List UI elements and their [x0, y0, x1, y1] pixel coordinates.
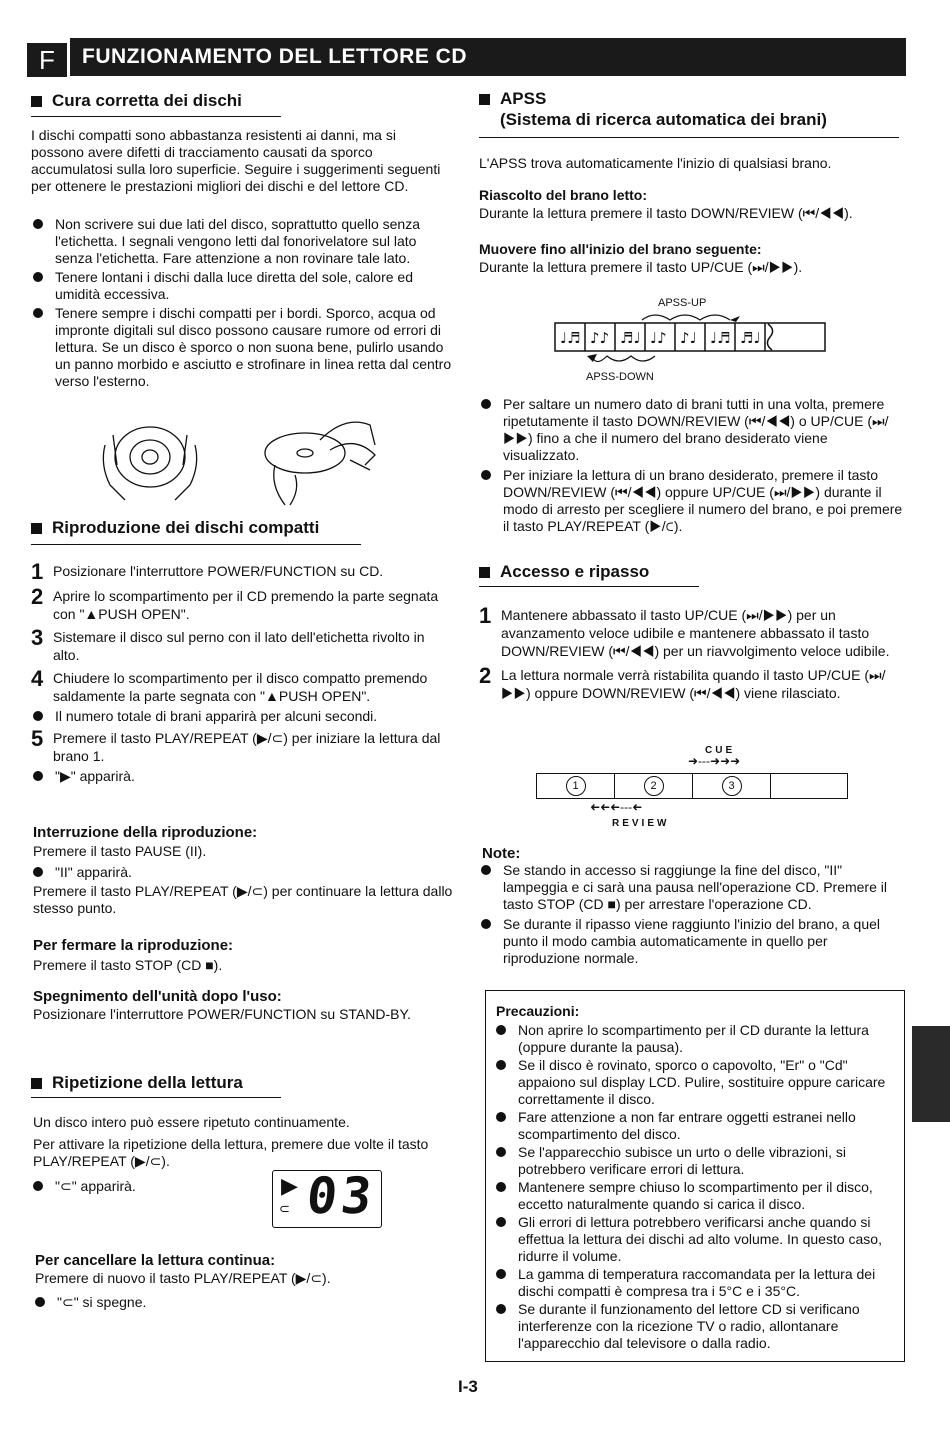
list-item [494, 1266, 894, 1300]
precauzioni-title: Precauzioni: [496, 1003, 580, 1019]
step-text: Sistemare il disco sul perno con il lato dell'etichetta rivolto in alto. [53, 629, 425, 663]
square-bullet-icon [31, 1078, 42, 1089]
list-item [479, 396, 907, 464]
step-item [31, 726, 453, 765]
page-title: FUNZIONAMENTO DEL LETTORE CD [70, 38, 906, 76]
section-accesso-heading [479, 562, 649, 582]
apss-text-2: Durante la lettura premere il tasto UP/CUE (⏭/▶▶). [479, 259, 803, 275]
track-number-display: 03 [303, 1167, 379, 1225]
section-letter-badge: F [27, 43, 67, 77]
step-text: Posizionare l'interruttore POWER/FUNCTION su CD. [53, 563, 384, 579]
list-item-text: "⊂" apparirà. [55, 1178, 136, 1194]
cancellare-text: Premere di nuovo il tasto PLAY/REPEAT (▶/⊂). [35, 1270, 331, 1286]
list-item-text: Tenere lontani i dischi dalla luce diretta del sole, calore ed umidità eccessiva. [55, 269, 413, 302]
track-number: 1 [566, 776, 586, 796]
apss-down-label: APSS-DOWN [586, 371, 654, 383]
list-item [33, 1294, 146, 1311]
bullet-icon [481, 919, 491, 929]
list-item-text: Se il disco è rovinato, sporco o capovolto, "Er" o "Cd" appaiono sul display LCD. Pulire, sostituire oppure caricare correttamente il disco. [518, 1057, 886, 1107]
bullet-icon [496, 1269, 506, 1279]
svg-text:♪♩: ♪♩ [680, 329, 697, 347]
list-item-text: Se durante il ripasso viene raggiunto l'inizio del brano, a quel punto il modo cambia automaticamente in quello per riproduzione normale. [503, 916, 881, 966]
list-item [494, 1144, 894, 1178]
list-item-text: "▶" apparirà. [55, 768, 135, 784]
note-bullets [479, 862, 907, 967]
step-text: Premere il tasto PLAY/REPEAT (▶/⊂) per iniziare la lettura dal brano 1. [53, 730, 441, 764]
subheading-interruzione: Interruzione della riproduzione: [33, 824, 258, 841]
section-apss-subtitle: (Sistema di ricerca automatica dei brani) [500, 110, 827, 129]
spegnimento-text: Posizionare l'interruttore POWER/FUNCTION su STAND-BY. [33, 1006, 411, 1022]
bullet-icon [496, 1217, 506, 1227]
apss-intro: L'APSS trova automaticamente l'inizio di qualsiasi brano. [479, 155, 832, 171]
bullet-icon [496, 1112, 506, 1122]
svg-text:♩♬: ♩♬ [560, 329, 581, 347]
list-item-text: Per saltare un numero dato di brani tutti in una volta, premere ripetutamente il tasto DOWN/REVIEW (⏮/◀◀) o UP/CUE (⏭/▶▶) fino a che il numero del brano desiderato viene visualizzato. [503, 396, 889, 463]
list-item-text: Gli errori di lettura potrebbero verificarsi anche quando si effettua la lettura dei dischi ad alto volume. In questo caso, ridurre il volume. [518, 1214, 882, 1264]
precauzioni-box [485, 990, 905, 1362]
divider [31, 1097, 281, 1098]
step-number: 2 [479, 663, 492, 688]
list-item-text: Fare attenzione a non far entrare oggetti estranei nello scompartimento del disco. [518, 1109, 856, 1142]
track-cell [537, 774, 615, 798]
step-item [479, 663, 907, 702]
list-item [479, 862, 907, 913]
list-item-text: Per iniziare la lettura di un brano desiderato, premere il tasto DOWN/REVIEW (⏮/◀◀) oppure UP/CUE (⏭/▶▶) durante il modo di arresto per scegliere il numero del brano, e poi premere il tasto PLAY/REPEAT (▶/⊂). [503, 467, 903, 534]
review-arrows-icon: ➜‐‐‐➜➜➜ [590, 800, 643, 814]
bullet-icon [33, 272, 43, 282]
track-cell [693, 774, 771, 798]
bullet-icon [33, 308, 43, 318]
track-number: 2 [644, 776, 664, 796]
play-icon: ▶ [281, 1173, 298, 1198]
list-item [31, 305, 453, 390]
apss-track-strip [554, 322, 826, 352]
list-item [31, 269, 453, 303]
svg-text:♬♩: ♬♩ [740, 329, 761, 347]
step-item [31, 625, 453, 664]
list-item-text: Il numero totale di brani apparirà per alcuni secondi. [55, 708, 378, 724]
review-label: REVIEW [612, 818, 670, 829]
page-number: I-3 [458, 1377, 478, 1396]
divider [479, 586, 699, 587]
subheading-spegnimento: Spegnimento dell'unità dopo l'uso: [33, 988, 282, 1005]
list-item [494, 1179, 894, 1213]
list-item [479, 916, 907, 967]
bullet-icon [481, 399, 491, 409]
step-item [31, 666, 453, 705]
list-item [31, 708, 453, 725]
ripetizione-text-2: Per attivare la ripetizione della lettura, premere due volte il tasto PLAY/REPEAT (▶/⊂). [33, 1136, 429, 1169]
bullet-icon [496, 1304, 506, 1314]
edge-tab-marker [912, 1026, 950, 1122]
step-number: 5 [31, 726, 44, 751]
section-riproduzione-heading [31, 518, 319, 538]
apss-subheading-1: Riascolto del brano letto: [479, 187, 648, 203]
square-bullet-icon [31, 96, 42, 107]
section-cura-title: Cura corretta dei dischi [52, 91, 242, 110]
apss-subheading-2: Muovere fino all'inizio del brano seguente: [479, 241, 762, 257]
step-item [479, 603, 907, 660]
section-accesso-title: Accesso e ripasso [500, 562, 650, 581]
apss-down-arrow-icon [585, 352, 665, 366]
apss-up-label: APSS-UP [658, 297, 707, 309]
section-apss-title: APSS [500, 89, 547, 108]
cura-intro: I dischi compatti sono abbastanza resistenti ai danni, ma si possono avere difetti di tracciamento causati da sporco accumulatosi sulla loro superficie. Seguire i suggerimenti seguenti per ottenere le prestazioni migliori dei dischi e del lettore CD. [31, 127, 441, 194]
bullet-icon [33, 1181, 43, 1191]
section-ripetizione-title: Ripetizione della lettura [52, 1073, 243, 1092]
section-riproduzione-title: Riproduzione dei dischi compatti [52, 518, 320, 537]
list-item [31, 1178, 136, 1195]
riproduzione-steps [31, 559, 453, 785]
list-item [31, 216, 453, 267]
step-number: 4 [31, 666, 44, 691]
step-number: 2 [31, 584, 44, 609]
divider [31, 544, 361, 545]
list-item-text: "II" apparirà. [55, 864, 132, 880]
bullet-icon [496, 1182, 506, 1192]
bullet-icon [496, 1025, 506, 1035]
list-item-text: Non scrivere sui due lati del disco, soprattutto quello senza l'etichetta. I segnali vengono letti dal fonorivelatore sul lato senza l'etichetta. Fare attenzione a non rovinare tale lato. [55, 216, 420, 266]
list-item [494, 1057, 894, 1108]
lcd-display [272, 1167, 382, 1228]
list-item [494, 1022, 894, 1056]
svg-text:♬♩: ♬♩ [620, 329, 641, 347]
step-number: 3 [31, 625, 44, 650]
disc-handling-illustration [95, 405, 385, 510]
step-text: La lettura normale verrà ristabilita quando il tasto UP/CUE (⏭/▶▶) oppure DOWN/REVIEW (⏮/◀◀) viene rilasciato. [501, 667, 886, 701]
cue-arrows-icon: ➜‐‐‐➜➜➜ [688, 754, 741, 768]
list-item-text: Se durante il funzionamento del lettore CD si verificano interferenze con la ricezione TV o radio, allontanare l'apparecchio dal televisore o dalla radio. [518, 1301, 860, 1351]
bullet-icon [33, 867, 43, 877]
ripetizione-text-1: Un disco intero può essere ripetuto continuamente. [33, 1114, 350, 1130]
cue-review-track-strip [536, 773, 848, 799]
list-item-text: "⊂" si spegne. [57, 1294, 147, 1310]
step-item [31, 584, 453, 623]
apss-text-1: Durante la lettura premere il tasto DOWN/REVIEW (⏮/◀◀). [479, 205, 853, 221]
bullet-icon [481, 470, 491, 480]
list-item [494, 1214, 894, 1265]
step-text: Mantenere abbassato il tasto UP/CUE (⏭/▶▶) per un avanzamento veloce udibile e mantenere abbassato il tasto DOWN/REVIEW (⏮/◀◀) per un riavvolgimento veloce udibile. [501, 607, 890, 659]
subheading-cancellare: Per cancellare la lettura continua: [35, 1252, 276, 1269]
list-item-text: Mantenere sempre chiuso lo scompartimento per il disco, eccetto naturalmente quando si carica il disco. [518, 1179, 873, 1212]
accesso-steps [479, 603, 907, 702]
svg-text:♩♪: ♩♪ [650, 329, 667, 347]
apss-bullets [479, 396, 907, 535]
svg-text:♪♪: ♪♪ [590, 329, 610, 347]
bullet-icon [33, 711, 43, 721]
list-item [31, 768, 453, 785]
interruzione-text: Premere il tasto PAUSE (II). [33, 843, 207, 859]
bullet-icon [35, 1297, 45, 1307]
bullet-icon [33, 771, 43, 781]
list-item-text: Se stando in accesso si raggiunge la fine del disco, "II" lampeggia e ci sarà una pausa nell'operazione CD. Premere il tasto STOP (CD ■) per arrestare l'operazione CD. [503, 862, 887, 912]
fermare-text: Premere il tasto STOP (CD ■). [33, 957, 223, 973]
list-item [479, 467, 907, 535]
step-number: 1 [31, 559, 44, 584]
list-item-text: La gamma di temperatura raccomandata per la lettura dei dischi compatti è compresa tra i 5°C e i 35°C. [518, 1266, 876, 1299]
interruzione-text-2: Premere il tasto PLAY/REPEAT (▶/⊂) per continuare la lettura dallo stesso punto. [33, 883, 453, 916]
step-item [31, 559, 453, 584]
list-item [494, 1109, 894, 1143]
list-item [494, 1301, 894, 1352]
square-bullet-icon [479, 94, 490, 105]
section-apss-heading [479, 89, 546, 109]
track-number: 3 [722, 776, 742, 796]
list-item-text: Se l'apparecchio subisce un urto o delle vibrazioni, si potrebbero verificare errori di lettura. [518, 1144, 846, 1177]
list-item-text: Non aprire lo scompartimento per il CD durante la lettura (oppure durante la pausa). [518, 1022, 869, 1055]
bullet-icon [496, 1060, 506, 1070]
list-item-text: Tenere sempre i dischi compatti per i bordi. Sporco, acqua od impronte digitali sul disco possono causare rumore od errori di lettura. Se un disco è sporco o non suona bene, pulirlo usando un panno morbido e asciutto e strofinare in linea retta dal centro verso l'esterno. [55, 305, 452, 389]
svg-text:♩♬: ♩♬ [710, 329, 731, 347]
bullet-icon [481, 865, 491, 875]
cue-label: CUE [705, 745, 736, 756]
cura-bullets [31, 216, 453, 390]
bullet-icon [33, 219, 43, 229]
section-ripetizione-heading [31, 1073, 243, 1093]
step-number: 1 [479, 603, 492, 628]
note-title: Note: [482, 845, 521, 862]
square-bullet-icon [479, 567, 490, 578]
section-cura-heading [31, 91, 242, 111]
subheading-fermare: Per fermare la riproduzione: [33, 937, 234, 954]
list-item [31, 864, 132, 881]
step-text: Chiudere lo scompartimento per il disco compatto premendo saldamente la parte segnata con "▲PUSH OPEN". [53, 670, 428, 704]
square-bullet-icon [31, 523, 42, 534]
track-cell [615, 774, 693, 798]
divider [31, 116, 281, 117]
divider [479, 137, 899, 138]
step-text: Aprire lo scompartimento per il CD premendo la parte segnata con "▲PUSH OPEN". [53, 588, 439, 622]
repeat-indicator-icon: ⊂ [279, 1201, 290, 1216]
bullet-icon [496, 1147, 506, 1157]
